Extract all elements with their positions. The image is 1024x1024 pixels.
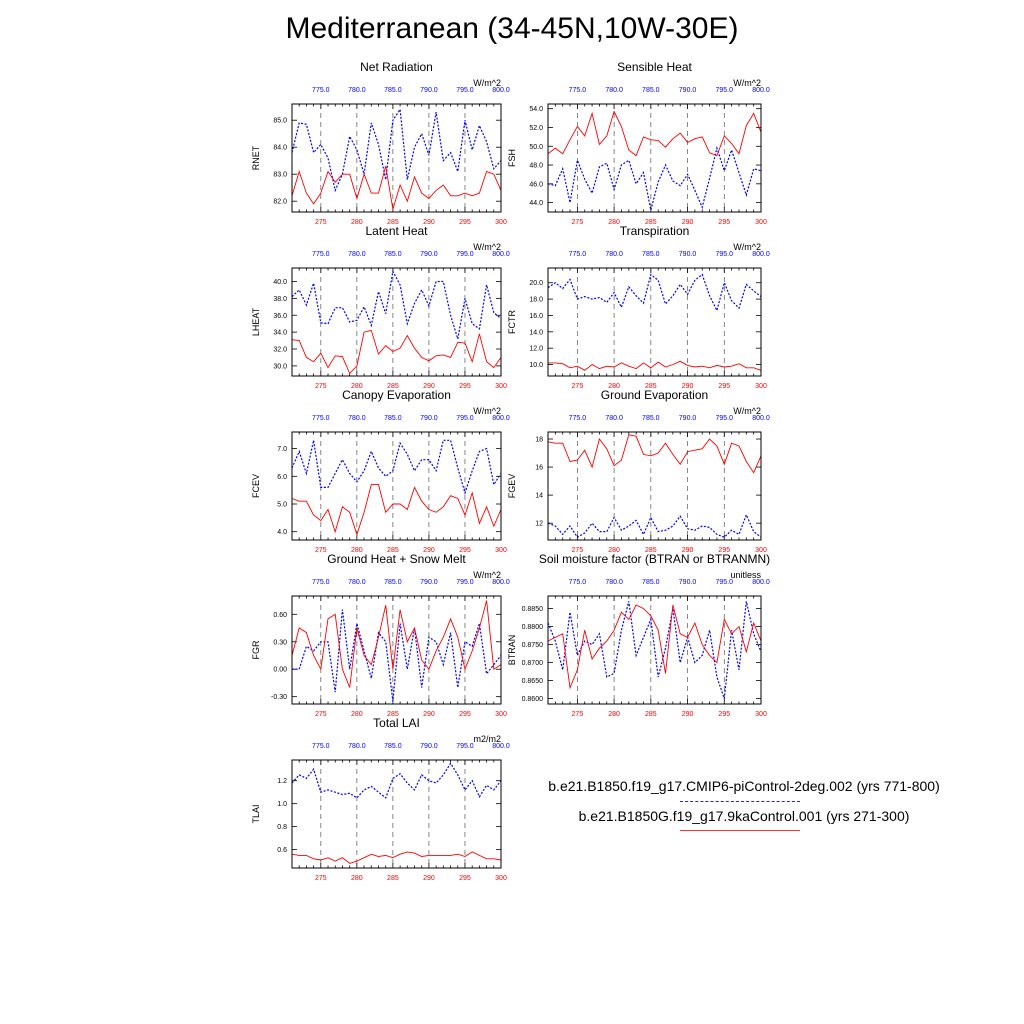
x-tick-label-top: 775.0 [568,579,587,586]
x-tick-label-bottom: 280 [608,711,620,718]
x-tick-label-bottom: 290 [423,547,435,554]
y-tick-label: 34.0 [273,329,287,337]
x-tick-label-bottom: 275 [571,219,584,226]
x-tick-label-top: 775.0 [312,579,330,586]
x-tick-label-top: 795.0 [456,743,474,750]
x-tick-label-bottom: 275 [571,711,584,718]
panel-title: Ground Heat + Snow Melt [327,552,466,566]
x-tick-label-top: 775.0 [312,415,330,422]
x-tick-label-bottom: 300 [755,711,767,718]
x-tick-label-top: 785.0 [384,579,402,586]
x-tick-label-top: 800.0 [752,579,770,586]
y-tick-label: 18.0 [529,296,543,304]
x-tick-label-top: 775.0 [312,87,330,94]
x-tick-label-top: 790.0 [678,579,697,586]
y-tick-label: 36.0 [273,312,287,320]
x-tick-label-top: 800.0 [492,415,510,422]
y-tick-label: 18 [535,436,543,444]
x-tick-label-bottom: 275 [571,547,584,554]
page-title: Mediterranean (34-45N,10W-30E) [285,12,739,45]
x-tick-label-top: 785.0 [642,251,660,258]
y-tick-label: 12.0 [529,345,543,353]
y-tick-label: 6.0 [277,473,287,481]
x-tick-label-top: 785.0 [384,415,402,422]
y-tick-label: 50.0 [529,143,543,151]
series-line-9kacontrol [548,605,761,688]
panel-title: Sensible Heat [617,60,692,74]
x-tick-label-top: 785.0 [642,415,660,422]
y-tick-label: 0.60 [273,611,287,619]
panel-title: Total LAI [373,716,420,730]
panel-title: Net Radiation [360,60,433,74]
y-tick-label: 46.0 [529,181,543,189]
x-tick-label-top: 795.0 [456,87,474,94]
x-tick-label-top: 790.0 [420,415,438,422]
y-tick-label: 0.8800 [521,624,543,632]
x-tick-label-top: 795.0 [456,579,474,586]
x-tick-label-top: 800.0 [752,251,770,258]
series-line-9kacontrol [292,485,501,535]
x-tick-label-bottom: 300 [755,219,767,226]
x-tick-label-bottom: 295 [459,711,471,718]
x-tick-label-bottom: 295 [459,547,471,554]
x-tick-label-bottom: 290 [681,383,694,390]
x-tick-label-bottom: 280 [351,383,363,390]
x-tick-label-top: 780.0 [605,87,623,94]
x-tick-label-bottom: 300 [495,711,507,718]
panel-title: Latent Heat [365,224,428,238]
x-tick-label-bottom: 295 [718,547,731,554]
y-tick-label: 14 [535,492,543,500]
y-tick-label: 0.8750 [521,642,543,650]
panel-units: W/m^2 [733,406,761,416]
panel-4 [507,224,770,390]
x-tick-label-top: 780.0 [348,743,366,750]
y-tick-label: 0.8700 [521,660,543,668]
x-tick-label-bottom: 300 [755,383,767,390]
y-tick-label: 48.0 [529,162,543,170]
x-tick-label-bottom: 290 [681,219,694,226]
panel-units: W/m^2 [473,242,501,252]
x-tick-label-top: 800.0 [492,87,510,94]
series-line-9kacontrol [548,435,761,473]
series-line-picontrol [548,601,761,698]
x-tick-label-bottom: 285 [644,547,657,554]
series-line-picontrol [292,763,501,798]
x-tick-label-bottom: 280 [608,547,620,554]
x-tick-label-top: 800.0 [492,251,510,258]
plot-frame [548,432,761,540]
series-line-9kacontrol [548,361,761,370]
y-tick-label: 0.00 [273,666,287,674]
x-tick-label-top: 800.0 [492,579,510,586]
y-tick-label: 0.6 [277,847,287,855]
panel-1 [251,60,510,226]
x-tick-label-top: 795.0 [715,415,734,422]
plot-frame [292,432,501,540]
x-tick-label-top: 785.0 [384,743,402,750]
panel-units: W/m^2 [473,78,501,88]
x-tick-label-top: 780.0 [605,415,623,422]
x-tick-label-bottom: 300 [495,547,507,554]
panel-units: W/m^2 [473,570,501,580]
x-tick-label-top: 795.0 [715,87,734,94]
panel-title: Transpiration [619,224,690,238]
x-tick-label-bottom: 300 [495,219,507,226]
x-tick-label-top: 785.0 [384,251,402,258]
x-tick-label-top: 790.0 [678,415,697,422]
x-tick-label-top: 780.0 [348,251,366,258]
x-tick-label-top: 775.0 [568,415,587,422]
y-tick-label: 0.8850 [521,606,543,614]
x-tick-label-bottom: 280 [351,219,363,226]
panel-5 [251,388,510,554]
x-tick-label-top: 790.0 [420,251,438,258]
x-tick-label-top: 775.0 [312,743,330,750]
series-line-picontrol [548,515,761,537]
x-tick-label-bottom: 290 [681,711,694,718]
x-tick-label-top: 780.0 [348,87,366,94]
plot-frame [292,268,501,376]
series-line-picontrol [292,271,501,339]
x-tick-label-bottom: 295 [459,875,471,882]
x-tick-label-bottom: 275 [571,383,584,390]
legend-line-picontrol [680,801,800,802]
y-axis-label: BTRAN [507,634,517,666]
panel-2 [507,60,770,226]
y-tick-label: 4.0 [277,529,287,537]
y-tick-label: 1.2 [277,778,287,786]
panel-units: W/m^2 [733,242,761,252]
panel-title: Soil moisture factor (BTRAN or BTRANMN) [538,552,771,566]
plot-frame [548,596,761,704]
x-tick-label-bottom: 295 [459,383,471,390]
x-tick-label-bottom: 285 [644,219,657,226]
x-tick-label-bottom: 295 [718,219,731,226]
x-tick-label-top: 795.0 [715,579,734,586]
y-axis-label: FGR [251,640,261,660]
x-tick-label-top: 780.0 [348,579,366,586]
series-line-picontrol [548,148,761,210]
y-axis-label: FGEV [507,473,517,499]
y-tick-label: 16 [535,464,543,472]
series-line-9kacontrol [292,330,501,373]
series-line-picontrol [292,440,501,493]
y-axis-label: RNET [251,145,261,171]
x-tick-label-bottom: 275 [314,383,327,390]
panel-6 [507,388,770,554]
legend-label-picontrol: b.e21.B1850.f19_g17.CMIP6-piControl-2deg.002 (yrs 771-800) [548,778,940,794]
x-tick-label-bottom: 300 [755,547,767,554]
y-tick-label: 84.0 [273,144,287,152]
x-tick-label-bottom: 300 [495,383,507,390]
y-tick-label: 5.0 [277,501,287,509]
x-tick-label-top: 800.0 [752,415,770,422]
x-tick-label-top: 775.0 [568,87,587,94]
y-tick-label: 52.0 [529,124,543,132]
x-tick-label-bottom: 295 [459,219,471,226]
x-tick-label-bottom: 275 [314,711,327,718]
x-tick-label-bottom: 280 [608,219,620,226]
x-tick-label-bottom: 295 [718,383,731,390]
x-tick-label-top: 795.0 [456,251,474,258]
series-line-9kacontrol [292,166,501,209]
y-tick-label: 83.0 [273,171,287,179]
x-tick-label-top: 790.0 [678,251,697,258]
y-tick-label: 0.8600 [521,696,543,704]
x-tick-label-bottom: 275 [314,547,327,554]
x-tick-label-top: 785.0 [384,87,402,94]
y-tick-label: 7.0 [277,446,287,454]
x-tick-label-top: 780.0 [605,251,623,258]
y-tick-label: 16.0 [529,312,543,320]
x-tick-label-top: 795.0 [715,251,734,258]
y-tick-label: 38.0 [273,295,287,303]
y-tick-label: 32.0 [273,346,287,354]
y-axis-label: FCEV [251,473,261,499]
x-tick-label-top: 785.0 [642,87,660,94]
x-tick-label-bottom: 300 [495,875,507,882]
legend-line-9kacontrol [680,830,800,831]
y-tick-label: 0.30 [273,639,287,647]
x-tick-label-bottom: 275 [314,219,327,226]
x-tick-label-top: 790.0 [678,87,697,94]
panel-8 [507,552,770,718]
y-tick-label: 30.0 [273,363,287,371]
x-tick-label-bottom: 290 [423,219,435,226]
series-line-picontrol [292,109,501,190]
panel-title: Ground Evaporation [600,388,709,402]
series-line-picontrol [292,610,501,702]
panel-units: m2/m2 [473,734,501,744]
plot-frame [548,268,761,376]
y-tick-label: 20.0 [529,280,543,288]
y-axis-label: FSH [507,149,517,167]
series-line-picontrol [548,275,761,311]
y-tick-label: 54.0 [529,106,543,114]
y-axis-label: FCTR [507,310,517,334]
y-tick-label: 44.0 [529,200,543,208]
y-tick-label: 14.0 [529,329,543,337]
panel-7 [251,552,510,718]
y-axis-label: TLAI [251,804,261,824]
x-tick-label-bottom: 275 [314,875,327,882]
x-tick-label-top: 780.0 [348,415,366,422]
x-tick-label-bottom: 290 [423,711,435,718]
x-tick-label-bottom: 290 [423,875,435,882]
panel-units: W/m^2 [733,78,761,88]
series-line-9kacontrol [292,852,501,864]
panel-units: W/m^2 [473,406,501,416]
panel-9 [251,716,510,882]
y-tick-label: 0.8650 [521,678,543,686]
x-tick-label-top: 800.0 [752,87,770,94]
x-tick-label-top: 785.0 [642,579,660,586]
x-tick-label-bottom: 280 [351,547,363,554]
legend-label-9kacontrol: b.e21.B1850G.f19_g17.9kaControl.001 (yrs 271-300) [578,808,910,824]
x-tick-label-top: 775.0 [568,251,587,258]
y-tick-label: 40.0 [273,279,287,286]
panel-3 [251,224,510,390]
x-tick-label-bottom: 285 [387,219,399,226]
y-tick-label: 85.0 [273,117,287,125]
x-tick-label-bottom: 285 [387,383,399,390]
panel-title: Canopy Evaporation [342,388,451,402]
y-axis-label: LHEAT [251,307,261,337]
x-tick-label-bottom: 285 [387,875,399,882]
x-tick-label-bottom: 280 [351,875,363,882]
x-tick-label-bottom: 285 [644,383,657,390]
series-line-9kacontrol [548,112,761,156]
x-tick-label-top: 775.0 [312,251,330,258]
x-tick-label-top: 790.0 [420,87,438,94]
y-tick-label: 82.0 [273,198,287,206]
x-tick-label-bottom: 290 [681,547,694,554]
x-tick-label-bottom: 280 [608,383,620,390]
x-tick-label-top: 780.0 [605,579,623,586]
x-tick-label-bottom: 285 [387,711,399,718]
panel-units: unitless [730,570,761,580]
x-tick-label-top: 790.0 [420,579,438,586]
x-tick-label-top: 795.0 [456,415,474,422]
y-tick-label: 10.0 [529,362,543,370]
y-tick-label: 12 [535,520,543,528]
x-tick-label-bottom: 285 [387,547,399,554]
x-tick-label-top: 790.0 [420,743,438,750]
x-tick-label-bottom: 285 [644,711,657,718]
y-tick-label: -0.30 [271,694,287,702]
x-tick-label-bottom: 290 [423,383,435,390]
y-tick-label: 1.0 [277,801,287,809]
x-tick-label-top: 800.0 [492,743,510,750]
x-tick-label-bottom: 295 [718,711,731,718]
x-tick-label-bottom: 280 [351,711,363,718]
y-tick-label: 0.8 [277,824,287,832]
